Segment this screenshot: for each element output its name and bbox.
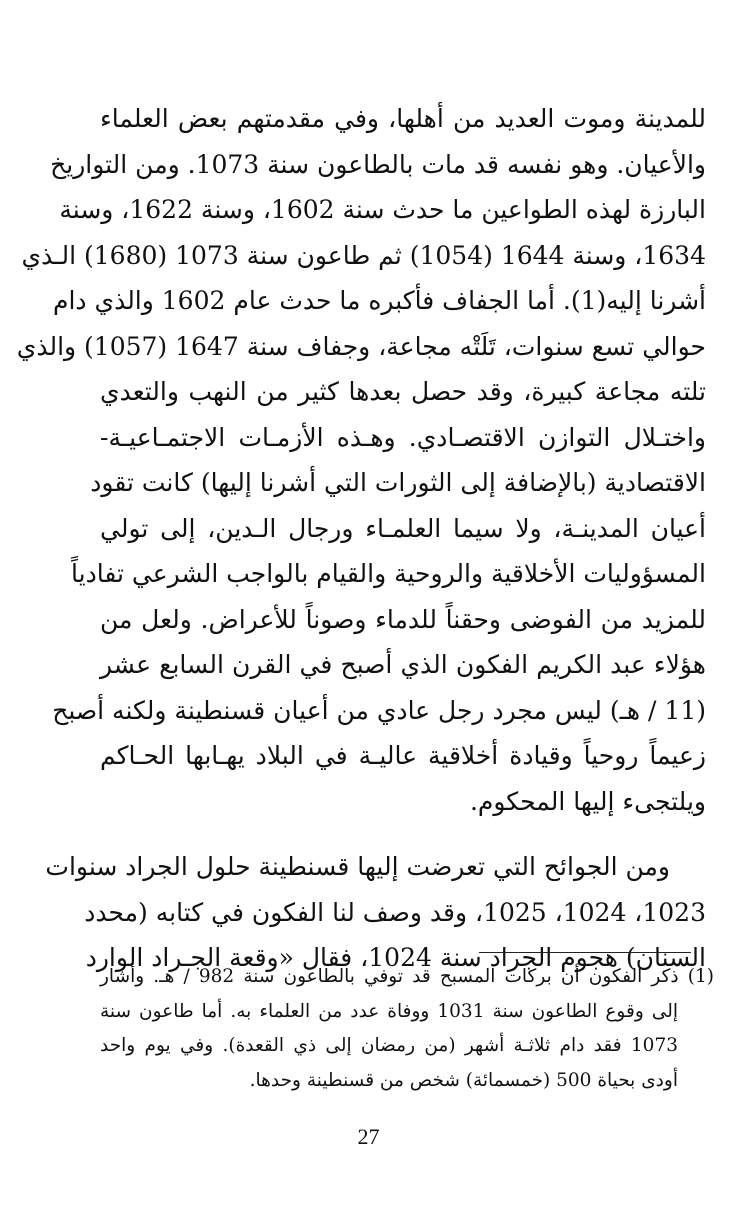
text-line: ومن الجوائح التي تعرضت إليها قسنطينة حلول الجراد سنوات [45, 852, 670, 881]
footnote-line: 1073 فقد دام ثلاثـة أشهر (من رمضان إلى ذي القعدة). وفي يوم واحد [100, 1035, 678, 1056]
text-line: حوالي تسع سنوات، تَلَتْه مجاعة، وجفاف سنة 1647 (1057) والذي [16, 331, 706, 361]
text-line: السنان) هجوم الجراد سنة 1024، فقال «وقعة الجـراد الوارد [85, 943, 706, 972]
text-line: واختـلال التوازن الاقتصـادي. وهـذه الأزمـات الاجتمـاعيـة- [100, 422, 706, 452]
text-line: زعيماً روحياً وقيادة أخلاقية عاليـة في البلاد يهـابها الحـاكم [100, 741, 706, 770]
footnotes [100, 960, 714, 1098]
text-line: المسؤوليات الأخلاقية والروحية والقيام بالواجب الشرعي تفادياً [71, 559, 706, 588]
text-line: (11 / هـ) ليس مجرد رجل عادي من أعيان قسنطينة ولكنه أصبح [52, 695, 706, 725]
text-line: هؤلاء عبد الكريم الفكون الذي أصبح في القرن السابع عشر [100, 650, 706, 679]
text-line: للمدينة وموت العديد من أهلها، وفي مقدمتهم بعض العلماء [100, 104, 706, 133]
text-line: البارزة لهذه الطواعين ما حدث سنة 1602، وسنة 1622، وسنة [59, 195, 706, 224]
paragraph-gap [100, 824, 706, 844]
page-number: 27 [357, 1124, 380, 1149]
text-line: ويلتجىء إليها المحكوم. [469, 786, 706, 816]
text-line: أشرنا إليه(1). أما الجفاف فأكبره ما حدث عام 1602 والذي دام [53, 286, 706, 315]
main-text [16, 96, 706, 981]
text-line: تلته مجاعة كبيرة، وقد حصل بعدها كثير من النهب والتعدي [100, 377, 706, 406]
text-line: 1634، وسنة 1644 (1054) ثم طاعون سنة 1073 (1680) الـذي [21, 240, 706, 270]
footnote-line: (1) ذكر الفكون أن بركات المسبح قد توفي بالطاعون سنة 982 / هـ. وأشار [100, 966, 714, 987]
footnote-separator [479, 952, 691, 953]
text-line: 1023، 1024، 1025، وقد وصف لنا الفكون في كتابه (محدد [84, 897, 706, 927]
footnote-line: أودى بحياة 500 (خمسمائة) شخص من قسنطينة وحدها. [249, 1069, 678, 1091]
footnote-line: إلى وقوع الطاعون سنة 1031 ووفاة عدد من العلماء به. أما طاعون سنة [100, 1000, 678, 1022]
text-line: أعيان المدينـة، ولا سيما العلمـاء ورجال الـدين، إلى تولي [100, 513, 706, 543]
text-line: للمزيد من الفوضى وحقناً للدماء وصوناً للأعراض. ولعل من [100, 604, 706, 634]
text-line: والأعيان. وهو نفسه قد مات بالطاعون سنة 1073. ومن التواريخ [50, 149, 706, 179]
text-line: الاقتصادية (بالإضافة إلى الثورات التي أشرنا إليها) كانت تقود [90, 468, 706, 497]
